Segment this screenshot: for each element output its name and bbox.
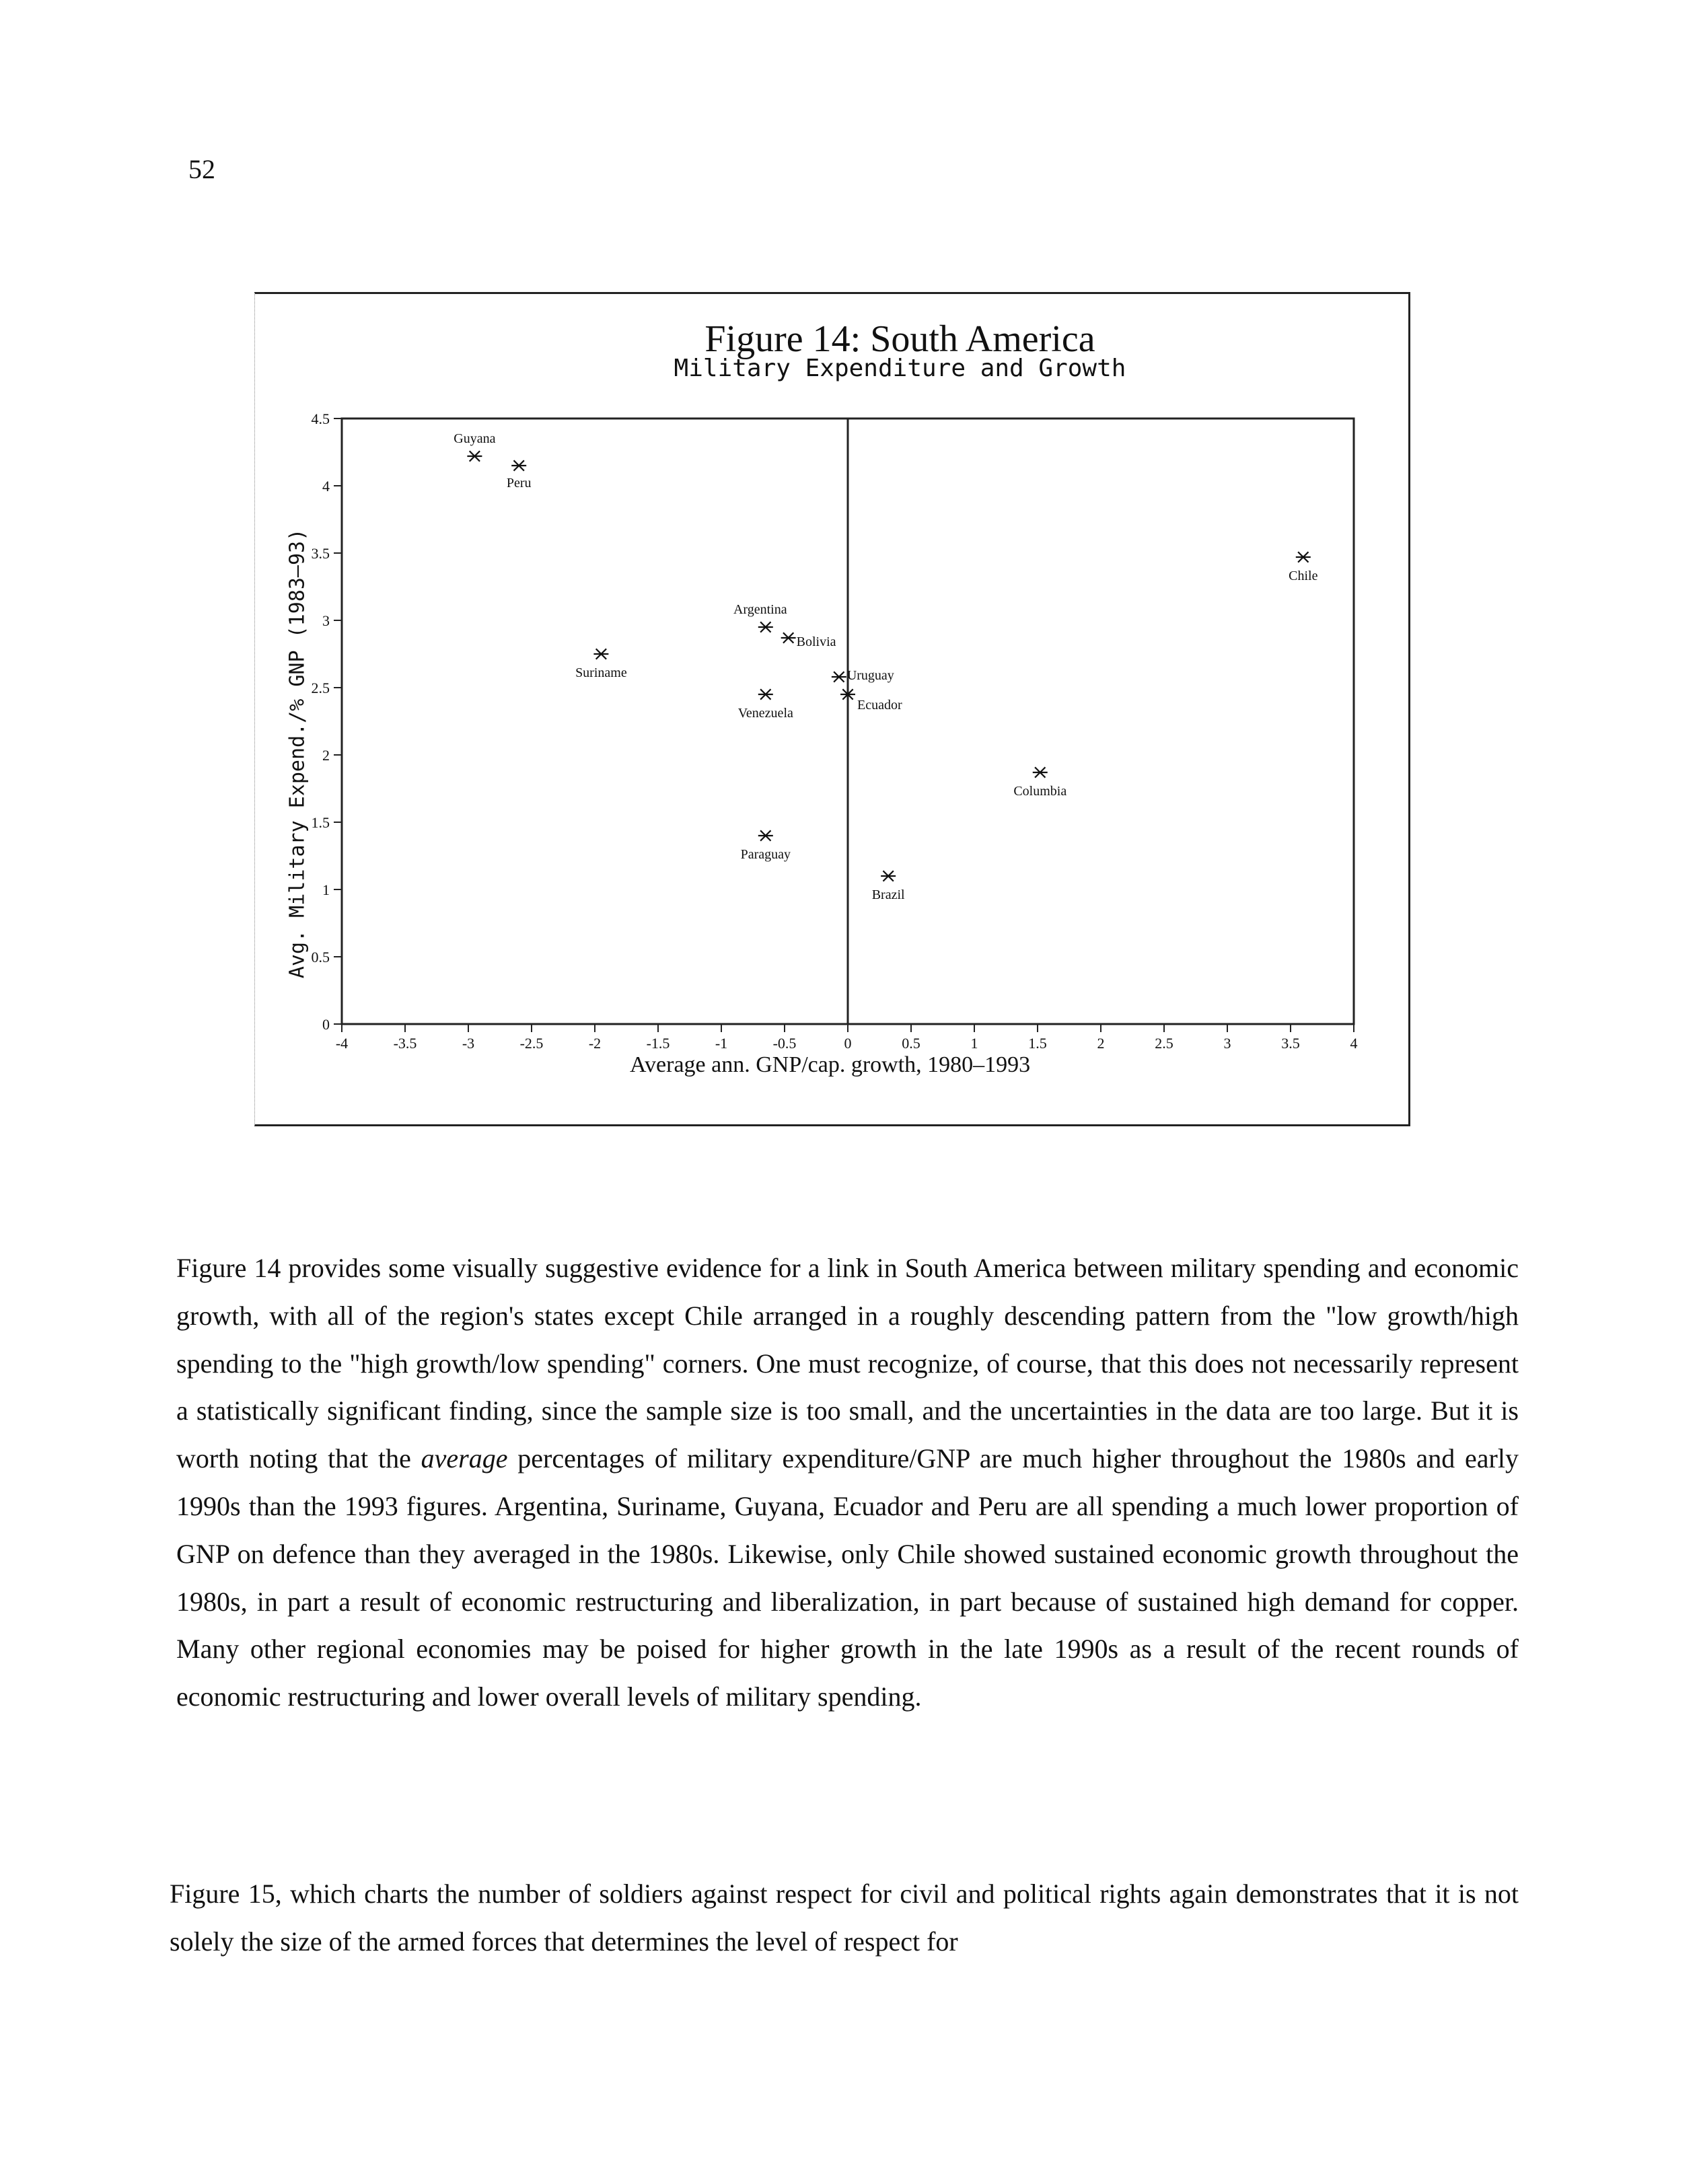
data-point <box>781 632 836 649</box>
data-points <box>454 431 1317 902</box>
data-point <box>872 871 905 902</box>
x-tick-label: -0.5 <box>772 1035 797 1052</box>
x-tick-label: 3 <box>1223 1035 1231 1052</box>
x-tick-label: -2 <box>588 1035 602 1052</box>
y-axis-title: Avg. Military Expend./% GNP (1983–93) <box>285 528 310 979</box>
x-tick-label: 1.5 <box>1028 1035 1047 1052</box>
asterisk-marker <box>758 622 773 632</box>
asterisk-marker <box>758 830 773 840</box>
point-label: Uruguay <box>846 668 894 683</box>
data-point <box>733 602 787 632</box>
y-tick-label: 3 <box>322 612 330 629</box>
asterisk-marker <box>832 671 846 682</box>
data-point <box>454 431 495 462</box>
x-tick-label: -4 <box>335 1035 349 1052</box>
x-tick-label: -1.5 <box>646 1035 670 1052</box>
x-tick-label: 1 <box>970 1035 978 1052</box>
data-point <box>507 460 532 490</box>
y-axis-ticks <box>312 410 342 1033</box>
data-point <box>738 689 793 721</box>
y-tick-label: 2 <box>322 747 330 764</box>
point-label: Bolivia <box>796 634 836 649</box>
asterisk-marker <box>467 451 482 461</box>
y-tick-label: 4.5 <box>311 410 330 427</box>
data-point <box>1013 767 1067 799</box>
point-label: Columbia <box>1013 784 1067 799</box>
y-tick-label: 0 <box>322 1016 330 1033</box>
x-tick-label: -1 <box>715 1035 728 1052</box>
data-point <box>741 830 791 862</box>
point-label: Chile <box>1289 569 1318 583</box>
asterisk-marker <box>758 689 773 699</box>
paragraph-1-text-b: percentages of military expenditure/GNP are much higher throughout the 1980s and early 1990s than the 1993 figures. Argentina, Suriname, Guyana, Ecuador and Peru are all spending a much lower proportion of GNP on defence than they averaged in the 1980s. Likewise, only Chile showed sustained economic growth throughout the 1980s, in part a result of economic restructuring and liberalization, in part because of sustained high demand for copper. Many other regional economies may be poised for higher growth in the late 1990s as a result of the recent rounds of economic restructuring and lower overall levels of military spending. <box>176 1443 1519 1712</box>
x-axis-ticks <box>336 1024 1358 1052</box>
paragraph-1-emphasis: average <box>421 1443 508 1474</box>
y-tick-label: 4 <box>322 478 330 495</box>
x-tick-label: 0 <box>844 1035 852 1052</box>
data-point <box>832 668 894 683</box>
asterisk-marker <box>1296 552 1311 562</box>
point-label: Ecuador <box>857 698 902 713</box>
point-label: Argentina <box>733 602 787 617</box>
x-tick-label: 3.5 <box>1281 1035 1300 1052</box>
y-tick-label: 1 <box>322 881 330 898</box>
point-label: Paraguay <box>740 847 791 862</box>
figure-title: Figure 14: South America <box>704 318 1095 360</box>
y-tick-label: 1.5 <box>311 814 330 831</box>
asterisk-marker <box>511 460 526 470</box>
page-number: 52 <box>188 154 215 184</box>
asterisk-marker <box>1033 767 1048 777</box>
data-point <box>840 689 902 713</box>
point-label: Peru <box>506 476 532 490</box>
x-axis-title: Average ann. GNP/cap. growth, 1980–1993 <box>630 1052 1031 1077</box>
paragraph-figure-15: Figure 15, which charts the number of soldiers against respect for civil and political rights again demonstrates that it is not solely the size of the armed forces that determines the level of respect for <box>170 1879 1519 1957</box>
y-tick-label: 3.5 <box>311 545 330 562</box>
x-tick-label: 0.5 <box>902 1035 920 1052</box>
data-point <box>575 649 627 680</box>
asterisk-marker <box>781 632 796 643</box>
x-tick-label: 2.5 <box>1155 1035 1173 1052</box>
x-tick-label: -3.5 <box>393 1035 417 1052</box>
y-tick-label: 0.5 <box>311 949 330 966</box>
point-label: Guyana <box>454 431 496 446</box>
x-tick-label: 4 <box>1350 1035 1358 1052</box>
y-tick-label: 2.5 <box>311 680 330 696</box>
x-tick-label: 2 <box>1097 1035 1105 1052</box>
point-label: Brazil <box>871 887 905 902</box>
data-point <box>1289 552 1317 583</box>
asterisk-marker <box>881 871 896 881</box>
paragraph-1-text-a: Figure 14 provides some visually suggestive evidence for a link in South America between military spending and economic growth, with all of the region's states except Chile arranged in a roughly descending pattern from the "low growth/high spending to the "high growth/low spending" corners. One must recognize, of course, that this does not necessarily represent a statistically significant finding, since the sample size is too small, and the uncertainties in the data are too large. But it is worth noting that the <box>176 1253 1519 1474</box>
x-tick-label: -3 <box>462 1035 475 1052</box>
point-label: Venezuela <box>737 706 793 721</box>
figure-subtitle: Military Expenditure and Growth <box>674 355 1126 382</box>
point-label: Suriname <box>575 665 627 680</box>
paragraph-figure-14 <box>176 1245 1519 1721</box>
asterisk-marker <box>593 649 608 659</box>
x-tick-label: -2.5 <box>519 1035 544 1052</box>
